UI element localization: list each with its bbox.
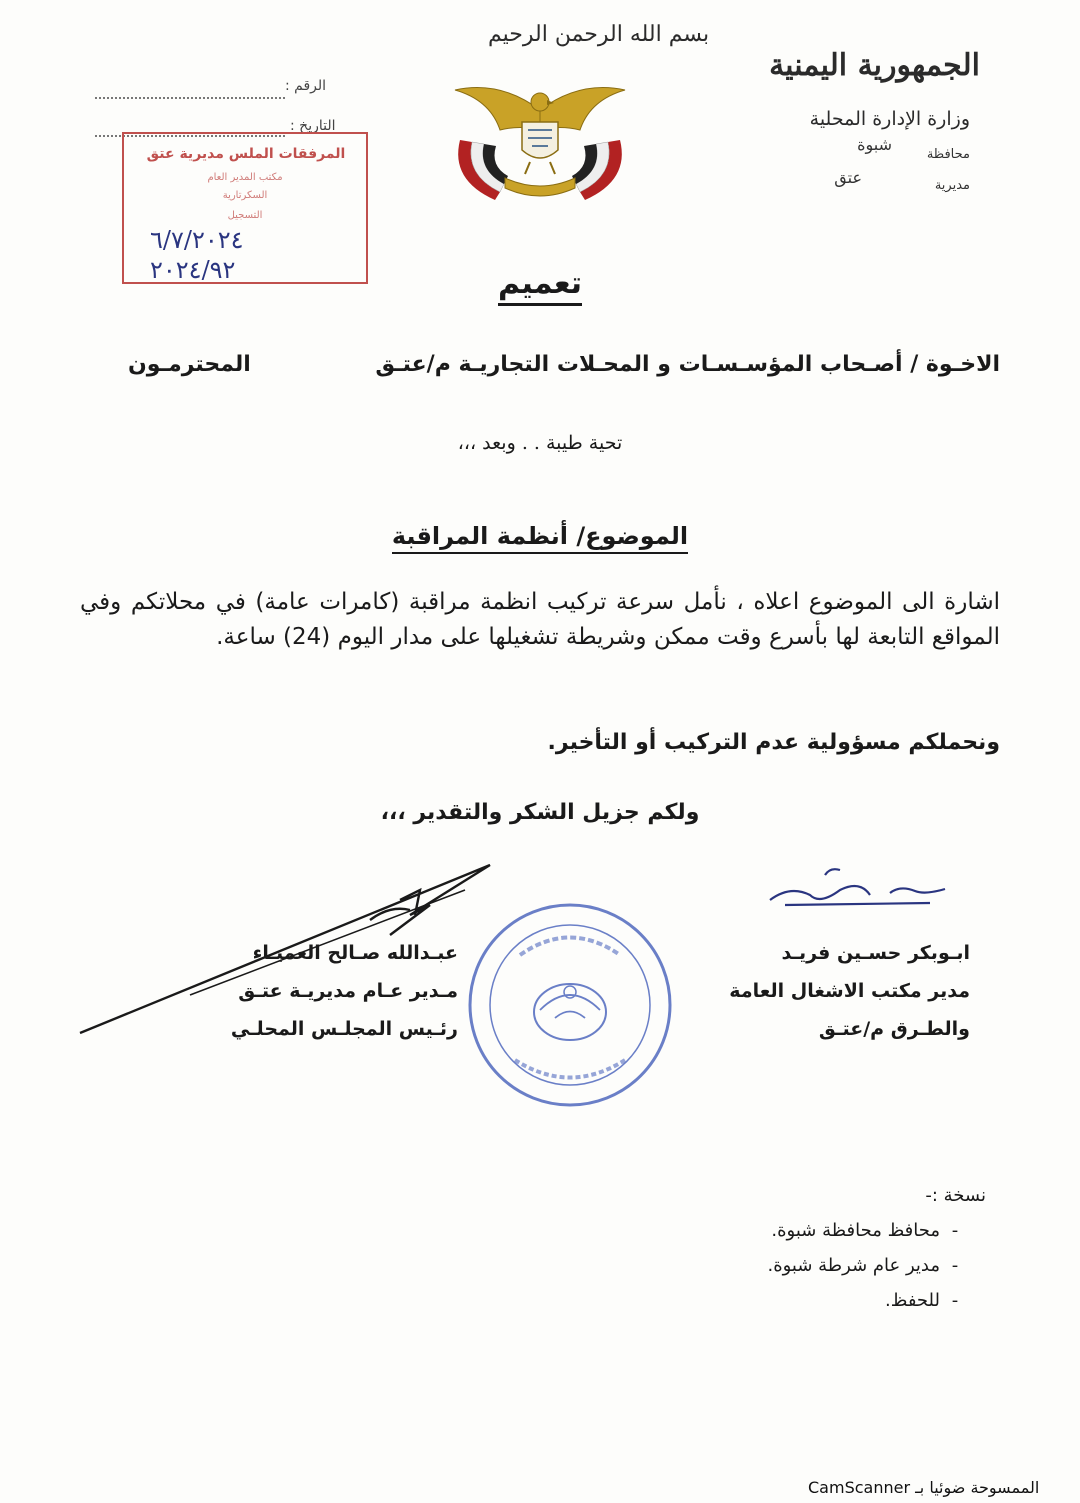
stamp-line-3: التسجيل [227, 210, 263, 221]
copy-item: -محافظ محافظة شبوة. [771, 1220, 959, 1241]
basmala: بسم الله الرحمن الرحيم [488, 22, 710, 47]
republic-heading: الجمهورية اليمنية [769, 48, 980, 83]
stamp-title: المرفقات الملس مديرية عتق [146, 146, 346, 162]
closing-thanks: ولكم جزيل الشكر والتقدير ،،، [380, 800, 700, 825]
official-seal-icon [465, 900, 675, 1110]
stamp-line-2: السكرتارية [222, 190, 268, 201]
signatory-left-title-2: رئـيس المجلـس المحلـي [230, 1018, 458, 1040]
signatory-right-title: مدير مكتب الاشغال العامة [729, 980, 970, 1002]
signatory-left-title: مـدير عـام مديريـة عتـق [238, 980, 458, 1002]
stamp-handwritten-number: ٢٠٢٤/٩٢ [150, 256, 236, 284]
signatory-right-title-2: والطـرق م/عتـق [818, 1018, 970, 1040]
responsibility-notice: ونحملكم مسؤولية عدم التركيب أو التأخير. [547, 730, 1000, 755]
governorate-value: شبوة [857, 135, 892, 154]
copies-heading: نسخة :- [925, 1185, 986, 1206]
copy-item: -للحفظ. [885, 1290, 959, 1311]
signatory-left [158, 934, 458, 1048]
signatory-right [670, 934, 970, 1048]
stamp-handwritten-date: ٦/٧/٢٠٢٤ [150, 226, 244, 254]
body-paragraph: اشارة الى الموضوع اعلاه ، نأمل سرعة تركيب انظمة مراقبة (كامرات عامة) في محلاتكم وفي المواقع التابعة لها بأسرع وقت ممكن وشريطة تشغيلها على مدار اليوم (24) ساعة. [80, 589, 1000, 650]
signatory-left-name: عبـدالله صـالح العميـاء [252, 942, 458, 964]
addressee: الاخـوة / أصـحاب المؤسـسـات و المحـلات التجاريـة م/عتـق [375, 352, 1000, 377]
camscanner-footer: الممسوحة ضوئيا بـ CamScanner [808, 1478, 1040, 1497]
document-title: تعميم [0, 266, 1080, 301]
district-value: عتق [834, 168, 862, 187]
reference-number-label: الرقم : [285, 78, 327, 94]
greeting: تحية طيبة . . وبعد ،،، [457, 432, 623, 454]
respected-salutation: المحترمـون [128, 352, 251, 377]
stamp-line-1: مكتب المدير العام [207, 172, 283, 183]
ministry-name: وزارة الإدارة المحلية [809, 108, 970, 130]
yemen-eagle-emblem-icon [440, 70, 640, 210]
district-label: مديرية [934, 178, 970, 193]
date-label: التاريخ : [290, 118, 336, 134]
reference-number-line [95, 96, 285, 99]
copy-item: -مدير عام شرطة شبوة. [767, 1255, 959, 1276]
signatory-right-name: ابـوبكر حسـين فريـد [781, 942, 970, 964]
subject-line: الموضوع/ أنظمة المراقبة [0, 522, 1080, 550]
governorate-label: محافظة [926, 147, 970, 162]
